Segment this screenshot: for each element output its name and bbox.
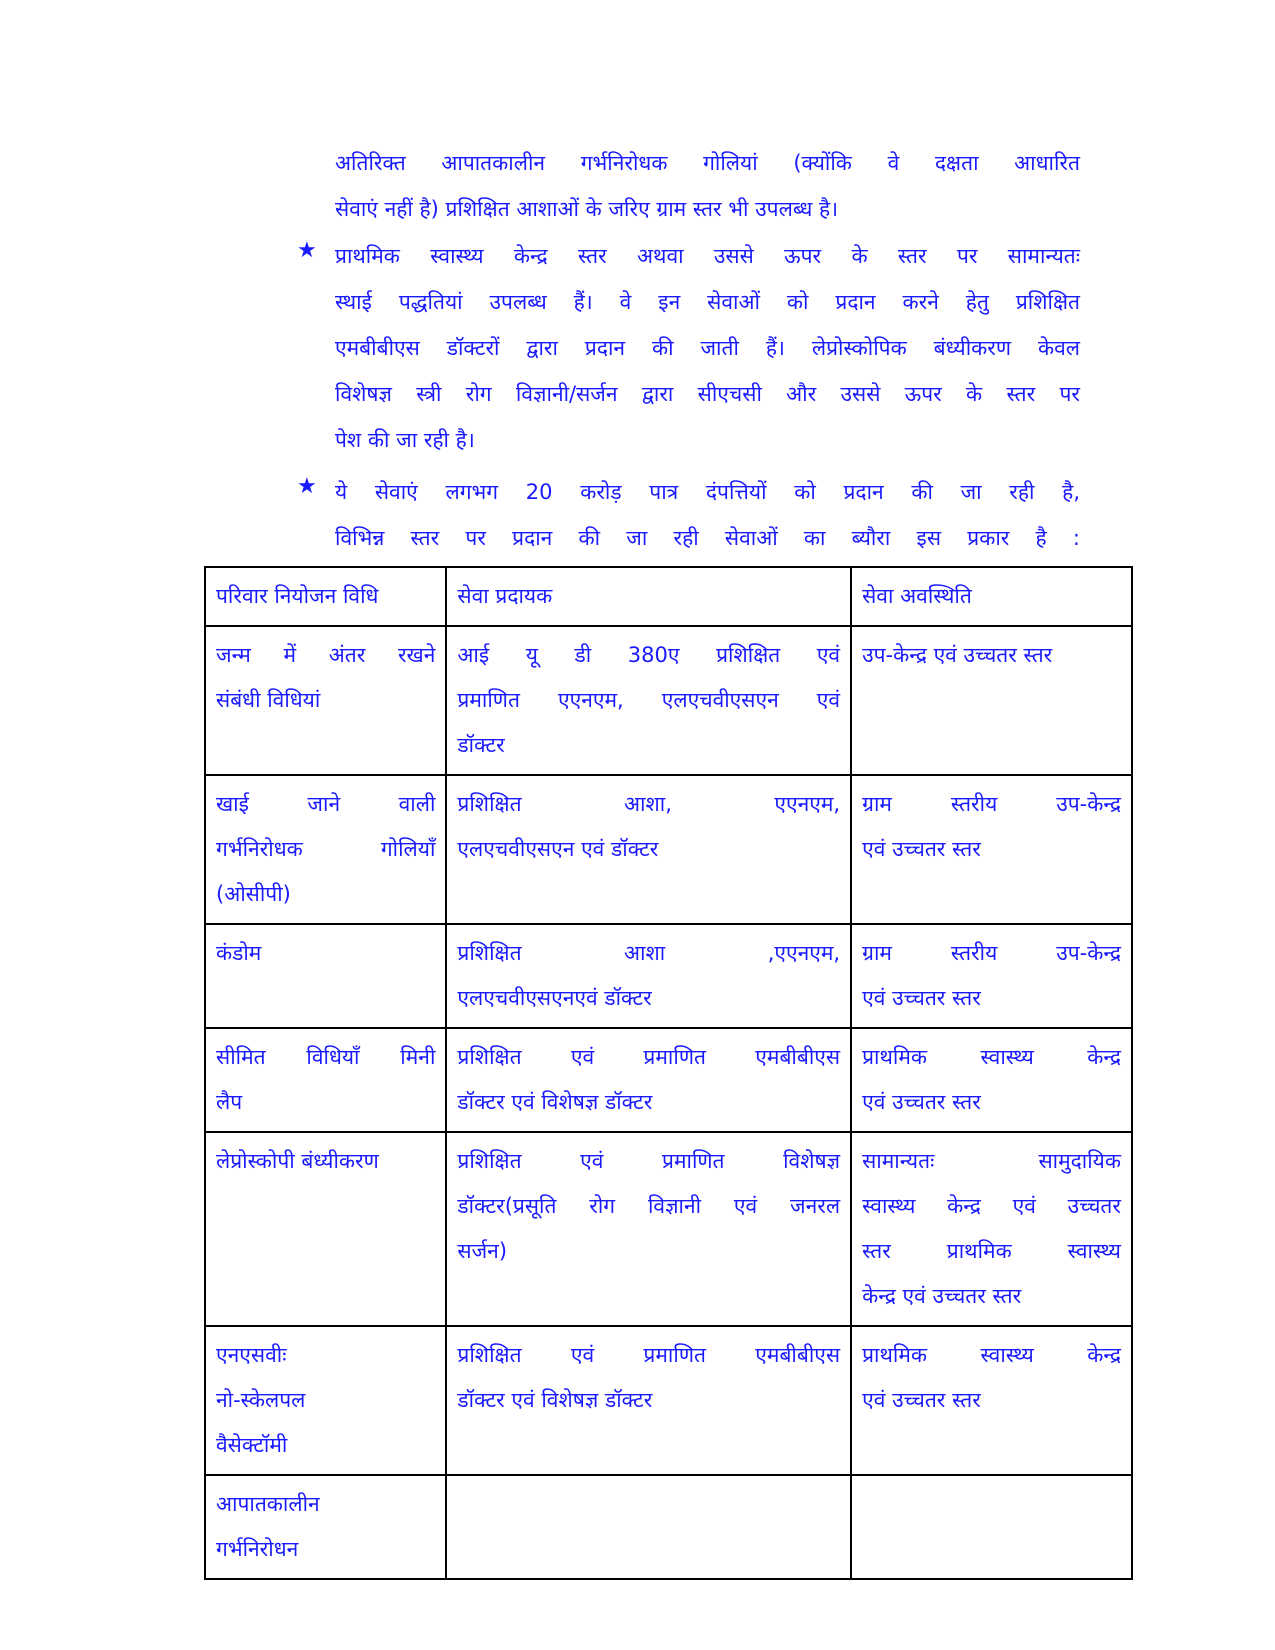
cell-text-line: वैसेक्टॉमी [216,1433,288,1457]
method-cell [205,1475,446,1579]
text-line: सेवाएं नहीं है) प्रशिक्षित आशाओं के जरिए ग्राम स्तर भी उपलब्ध है। [335,197,839,221]
location-cell [851,924,1132,1028]
cell-text-line: प्राथमिक स्वास्थ्य केन्द्र [862,1343,1121,1367]
cell-text-line: संबंधी विधियां [216,688,321,712]
method-cell [205,1132,446,1326]
family-planning-table [204,566,1133,1580]
cell-text-line: एनएसवीः [216,1343,287,1367]
intro-paragraph [335,140,1080,232]
text-line: विशेषज्ञ स्त्री रोग विज्ञानी/सर्जन द्वारा सीएचसी और उससे ऊपर के स्तर पर [335,382,1080,406]
table-row [205,626,1132,775]
method-cell [205,1326,446,1475]
cell-text-line: प्रशिक्षित एवं प्रमाणित एमबीबीएस [457,1045,841,1069]
cell-text-line: सामान्यतः सामुदायिक [862,1149,1121,1173]
cell-text-line: लेप्रोस्कोपी बंध्यीकरण [216,1149,379,1173]
text-line: स्थाई पद्धतियां उपलब्ध हैं। वे इन सेवाओं को प्रदान करने हेतु प्रशिक्षित [335,290,1080,314]
star-bullet-icon: ★ [297,474,317,499]
cell-text-line: एवं उच्चतर स्तर [862,986,981,1010]
cell-text-line: (ओसीपी) [216,882,291,906]
cell-text-line: प्राथमिक स्वास्थ्य केन्द्र [862,1045,1121,1069]
cell-text-line: प्रमाणित एएनएम, एलएचवीएसएन एवं [457,688,841,712]
cell-text-line: केन्द्र एवं उच्चतर स्तर [862,1284,1022,1308]
cell-text-line: डॉक्टर [457,733,505,757]
cell-text-line: एवं उच्चतर स्तर [862,1388,981,1412]
cell-text-line: उप-केन्द्र एवं उच्चतर स्तर [862,643,1053,667]
cell-text-line [862,1482,1121,1527]
location-cell [851,626,1132,775]
cell-text-line: प्रशिक्षित एवं प्रमाणित एमबीबीएस [457,1343,841,1367]
cell-text-line: जन्म में अंतर रखने [216,643,436,667]
cell-text-line: एलएचवीएसएन एवं डॉक्टर [457,837,659,861]
table-row [205,1132,1132,1326]
table-header-row [205,567,1132,626]
text-line: पेश की जा रही है। [335,428,475,452]
provider-cell [446,1132,851,1326]
location-cell [851,1475,1132,1579]
column-header-location: सेवा अवस्थिति [851,567,1132,626]
cell-text-line: एलएचवीएसएनएवं डॉक्टर [457,986,652,1010]
table-row [205,775,1132,924]
cell-text-line: एवं उच्चतर स्तर [862,837,981,861]
cell-text-line: गर्भनिरोधक गोलियाँ [216,837,436,861]
location-cell [851,1326,1132,1475]
method-cell [205,626,446,775]
cell-text-line: ग्राम स्तरीय उप-केन्द्र [862,941,1121,965]
location-cell [851,775,1132,924]
location-cell [851,1132,1132,1326]
text-line: एमबीबीएस डॉक्टरों द्वारा प्रदान की जाती हैं। लेप्रोस्कोपिक बंध्यीकरण केवल [335,336,1080,360]
table-row [205,1028,1132,1132]
cell-text-line: डॉक्टर एवं विशेषज्ञ डॉक्टर [457,1388,653,1412]
cell-text-line: डॉक्टर(प्रसूति रोग विज्ञानी एवं जनरल [457,1194,841,1218]
bullet-paragraph-2 [335,469,1080,561]
table-row [205,1475,1132,1579]
cell-text-line: स्वास्थ्य केन्द्र एवं उच्चतर [862,1194,1121,1218]
cell-text-line: आपातकालीन [216,1492,320,1516]
provider-cell [446,626,851,775]
provider-cell [446,1028,851,1132]
cell-text-line: एवं उच्चतर स्तर [862,1090,981,1114]
cell-text-line: स्तर प्राथमिक स्वास्थ्य [862,1239,1121,1263]
table-row [205,1326,1132,1475]
provider-cell [446,775,851,924]
star-bullet-icon: ★ [297,238,317,263]
text-line: विभिन्न स्तर पर प्रदान की जा रही सेवाओं का ब्यौरा इस प्रकार है : [335,526,1080,550]
cell-text-line: प्रशिक्षित एवं प्रमाणित विशेषज्ञ [457,1149,841,1173]
column-header-method: परिवार नियोजन विधि [205,567,446,626]
method-cell [205,924,446,1028]
cell-text-line: ग्राम स्तरीय उप-केन्द्र [862,792,1121,816]
cell-text-line: लैप [216,1090,243,1114]
cell-text-line: गर्भनिरोधन [216,1537,299,1561]
text-line: अतिरिक्त आपातकालीन गर्भनिरोधक गोलियां (क्योंकि वे दक्षता आधारित [335,151,1080,175]
bullet-paragraph-1 [335,233,1080,463]
cell-text-line: खाई जाने वाली [216,792,436,816]
provider-cell [446,1326,851,1475]
cell-text-line: डॉक्टर एवं विशेषज्ञ डॉक्टर [457,1090,653,1114]
cell-text-line: सीमित विधियाँ मिनी [216,1045,436,1069]
text-line: प्राथमिक स्वास्थ्य केन्द्र स्तर अथवा उससे ऊपर के स्तर पर सामान्यतः [335,244,1080,268]
location-cell [851,1028,1132,1132]
cell-text-line: आई यू डी 380ए प्रशिक्षित एवं [457,643,841,667]
provider-cell [446,1475,851,1579]
cell-text-line: नो-स्केलपल [216,1388,306,1412]
provider-cell [446,924,851,1028]
method-cell [205,1028,446,1132]
cell-text-line [457,1482,840,1527]
cell-text-line: सर्जन) [457,1239,508,1263]
table-row [205,924,1132,1028]
cell-text-line: प्रशिक्षित आशा ,एएनएम, [457,941,841,965]
cell-text-line: कंडोम [216,941,262,965]
cell-text-line: प्रशिक्षित आशा, एएनएम, [457,792,841,816]
method-cell [205,775,446,924]
column-header-provider: सेवा प्रदायक [446,567,851,626]
text-line: ये सेवाएं लगभग 20 करोड़ पात्र दंपत्तियों को प्रदान की जा रही है, [335,480,1080,504]
